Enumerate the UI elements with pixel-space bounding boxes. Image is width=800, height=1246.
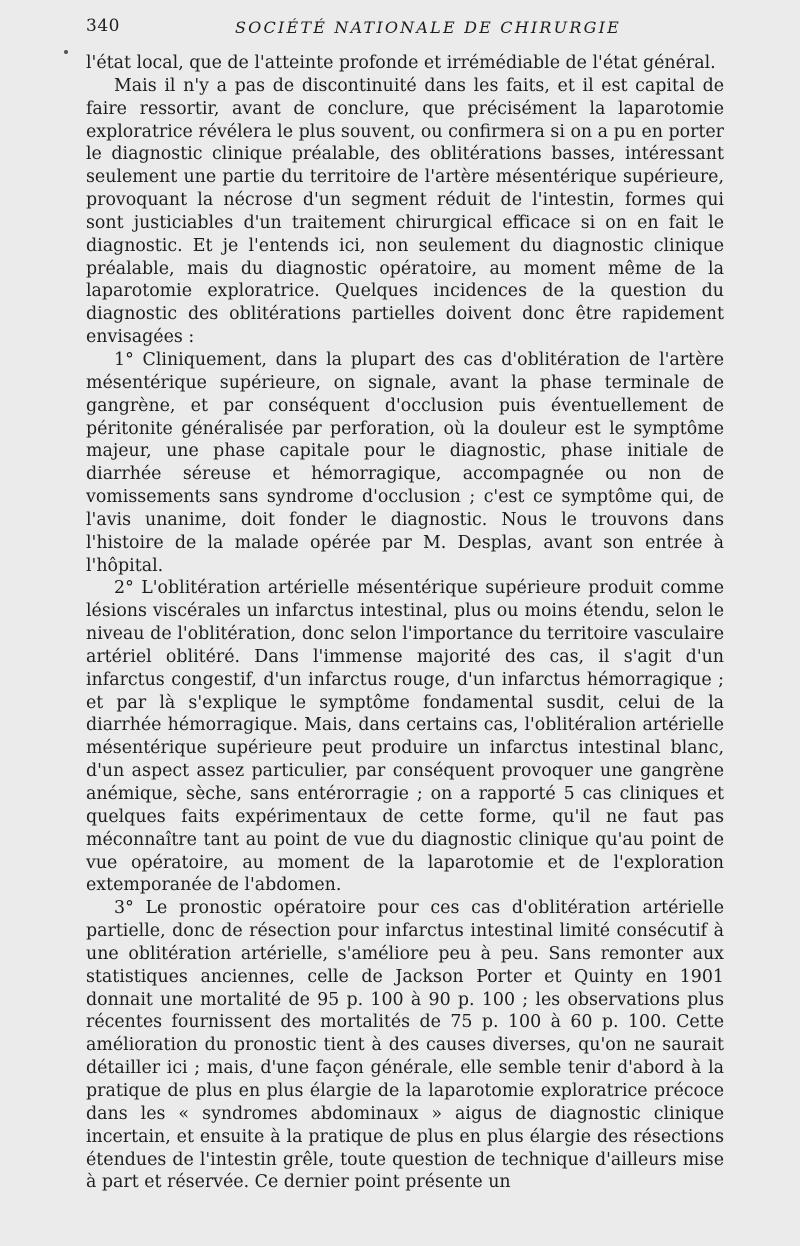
paragraph-continuation: l'état local, que de l'atteinte profonde et irrémédiable de l'état général. [86,53,716,73]
page-header [86,10,730,42]
margin-mark [64,50,68,54]
paragraph-discontinuity: Mais il n'y a pas de discontinuité dans les faits, et il est capital de faire ressortir, avant de conclure, que précisément la laparotomie exploratrice révélera le plus souvent, ou confirmera si on a pu en porter le diagnostic clinique préalable, des oblitérations basses, intéressant seulement une partie du territoire de l'artère mésentérique supérieure, provoquant la nécrose d'un segment réduit de l'intestin, formes qui sont justiciables d'un traitement chirurgical efficace si on en fait le diagnostic. Et je l'entends ici, non seulement du diagnostic clinique préalable, mais du diagnostic opératoire, au moment même de la laparotomie exploratrice. Quelques incidences de la question du diagnostic des oblitérations partielles doivent donc être rapidement envisagées : [86,75,724,348]
body-text [86,52,724,1194]
paragraph-lesions: 2° L'oblitération artérielle mésentérique supérieure produit comme lésions viscérales un infarctus intestinal, plus ou moins étendu, selon le niveau de l'oblitération, donc selon l'importance du territoire vasculaire artériel oblitéré. Dans l'immense majorité des cas, il s'agit d'un infarctus congestif, d'un infarctus rouge, d'un infarctus hémorragique ; et par là s'explique le symptôme fondamental susdit, celui de la diarrhée hémorragique. Mais, dans certains cas, l'oblitéralion artérielle mésentérique supérieure peut produire un infarctus intestinal blanc, d'un aspect assez particulier, par conséquent provoquer une gangrène anémique, sèche, sans entérorragie ; on a rapporté 5 cas cliniques et quelques faits expérimentaux de cette forme, qu'il ne faut pas méconnaître tant au point de vue du diagnostic clinique qu'au point de vue opératoire, au moment de la laparotomie et de l'exploration extemporanée de l'abdomen. [86,578,724,896]
running-title: SOCIÉTÉ NATIONALE DE CHIRURGIE [235,18,621,37]
paragraph-clinical: 1° Cliniquement, dans la plupart des cas d'oblitération de l'artère mésentérique supérieure, on signale, avant la phase terminale de gangrène, et par conséquent d'occlusion puis éventuellement de péritonite généralisée par perforation, où la douleur est le symptôme majeur, une phase capitale pour le diagnostic, phase initiale de diarrhée séreuse et hémorragique, accompagnée ou non de vomissements sans syndrome d'occlusion ; c'est ce symptôme qui, de l'avis unanime, doit fonder le diagnostic. Nous le trouvons dans l'histoire de la malade opérée par M. Desplas, avant son entrée à l'hôpital. [86,349,724,576]
page-number: 340 [86,16,120,36]
paragraph-prognosis: 3° Le pronostic opératoire pour ces cas d'oblitération artérielle partielle, donc de résection pour infarctus intestinal limité consécutif à une oblitération artérielle, s'améliore peu à peu. Sans remonter aux statistiques anciennes, celle de Jackson Porter et Quinty en 1901 donnait une mortalité de 95 p. 100 à 90 p. 100 ; les observations plus récentes fournissent des mortalités de 75 p. 100 à 60 p. 100. Cette amélioration du pronostic tient à des causes diverses, qu'on ne saurait détailler ici ; mais, d'une façon générale, elle semble tenir d'abord à la pratique de plus en plus élargie de la laparotomie exploratrice précoce dans les « syndromes abdominaux » aigus de diagnostic clinique incertain, et ensuite à la pratique de plus en plus élargie des résections étendues de l'intestin grêle, toute question de technique d'ailleurs mise à part et réservée. Ce dernier point présente un [86,898,724,1193]
